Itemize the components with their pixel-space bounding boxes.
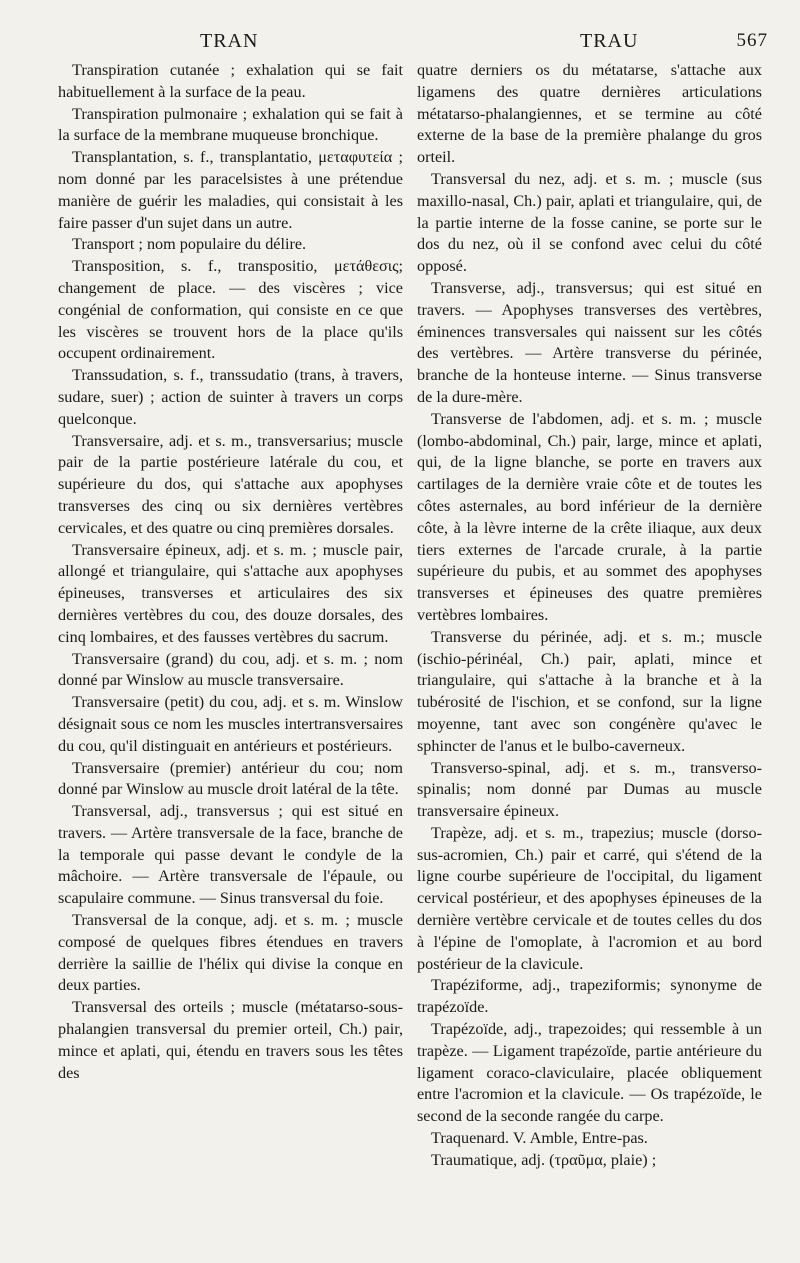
entry-continuation: quatre derniers os du métatarse, s'attache aux ligamens des quatre dernières articulations métatarso-phalangiennes, et se termine au côté externe de la base de la première phalange du gros orteil. — [417, 61, 762, 167]
entry: Transverse du périnée, adj. et s. m.; muscle (ischio-périnéal, Ch.) pair, aplati, mince et triangulaire, qui s'attache à la branche et à la tubérosité de l'ischion, et se confond, sur la ligne moyenne, tant avec son congénère qu'avec le sphincter de l'anus et le bulbo-caverneux. — [417, 627, 762, 755]
entry: Transversal du nez, adj. et s. m. ; muscle (sus maxillo-nasal, Ch.) pair, aplati et triangulaire, qui, de la partie interne de la fosse canine, se porte sur le dos du nez, où il se confond avec celui du côté opposé. — [417, 169, 762, 276]
entry: Transverso-spinal, adj. et s. m., transverso-spinalis; nom donné par Dumas au muscle transversaire épineux. — [417, 758, 762, 821]
entry: Trapèze, adj. et s. m., trapezius; muscle (dorso-sus-acromien, Ch.) pair et carré, qui s'étend de la ligne courbe supérieure de l'occipital, du ligament cervical postérieur, et des apophyses épineuses de la dernière vertèbre cervicale et de toutes celles du dos à l'épine de l'omoplate, à l'acromion et au bord postérieur de la clavicule. — [417, 823, 762, 973]
entry: Transposition, s. f., transpositio, μετάθεσις; changement de place. — des viscères ; vice congénial de conformation, qui consiste en ce que les viscères se trouvent hors de la place qu'ils occupent ordinairement. — [58, 257, 403, 363]
entry: Trapéziforme, adj., trapeziformis; synonyme de trapézoïde. — [417, 976, 762, 1017]
entry: Trapézoïde, adj., trapezoides; qui ressemble à un trapèze. — Ligament trapézoïde, partie antérieure du ligament coraco-claviculaire, placée obliquement entre l'acromion et la clavicule. — Os trapézoïde, le second de la seconde rangée du carpe. — [417, 1020, 762, 1126]
entry: Transport ; nom populaire du délire. — [72, 235, 307, 254]
left-column — [58, 60, 403, 1250]
entry: Transversal des orteils ; muscle (métatarso-sous-phalangien transversal du premier orteil, Ch.) pair, mince et aplati, qui, étendu en travers sous les têtes des — [58, 998, 403, 1082]
right-column — [417, 60, 762, 1250]
entry: Transversaire épineux, adj. et s. m. ; muscle pair, allongé et triangulaire, qui s'attache aux apophyses épineuses, transverses et articulaires des six dernières vertèbres du cou, des douze dorsales, des cinq lombaires, et des fausses vertèbres du sacrum. — [58, 540, 403, 646]
entry: Transplantation, s. f., transplantatio, μεταφυτεία ; nom donné par les paracelsistes à une prétendue manière de guérir les maladies, qui consistait à les faire passer d'un sujet dans un autre. — [58, 148, 403, 232]
entry: Transversal, adj., transversus ; qui est situé en travers. — Artère transversale de la face, branche de la temporale qui passe devant le condyle de la mâchoire. — Artère transversale de l'épaule, ou scapulaire commune. — Sinus transversal du foie. — [58, 802, 403, 908]
entry: Transsudation, s. f., transsudatio (trans, à travers, sudare, suer) ; action de suinter à travers un corps quelconque. — [58, 366, 403, 428]
entry: Traumatique, adj. (τραῦμα, plaie) ; — [431, 1150, 657, 1169]
entry: Transversal de la conque, adj. et s. m. ; muscle composé de quelques fibres étendues en travers derrière la saillie de l'hélix qui divise la conque en deux parties. — [58, 911, 403, 995]
page-number: 567 — [736, 30, 768, 51]
entry: Transversaire (premier) antérieur du cou; nom donné par Winslow au muscle droit latéral de la tête. — [58, 758, 403, 799]
running-header — [60, 30, 768, 56]
entry: Transpiration cutanée ; exhalation qui se fait habituellement à la surface de la peau. — [58, 61, 403, 101]
entry: Transversaire (grand) du cou, adj. et s. m. ; nom donné par Winslow au muscle transversaire. — [58, 649, 403, 690]
entry: Transverse, adj., transversus; qui est situé en travers. — Apophyses transverses des vertèbres, éminences transversales qui naissent sur les côtés des vertèbres. — Artère transverse du périnée, branche de la honteuse interne. — Sinus transverse de la dure-mère. — [417, 278, 762, 406]
entry: Transversaire, adj. et s. m., transversarius; muscle pair de la partie postérieure latérale du cou, et supérieure du dos, qui s'attache aux apophyses transverses des cinq ou six dernières vertèbres cervicales, et des quatre ou cinq premières dorsales. — [58, 431, 403, 537]
entry: Transversaire (petit) du cou, adj. et s. m. Winslow désignait sous ce nom les muscles intertransversaires du cou, qu'il distinguait en antérieurs et postérieurs. — [58, 693, 403, 755]
left-guide-word: TRAN — [200, 30, 259, 52]
right-guide-word: TRAU — [580, 30, 639, 52]
entry: Transverse de l'abdomen, adj. et s. m. ; muscle (lombo-abdominal, Ch.) pair, large, mince et aplati, qui, de la ligne blanche, se porte en travers aux cartilages de la dernière vraie côte et de toutes les côtes asternales, au bord inférieur de la dernière côte, à la lèvre interne de la crête iliaque, aux deux tiers externes de l'arcade crurale, à la partie supérieure du pubis, et au sommet des apophyses transverses et épineuses des quatre premières vertèbres lombaires. — [417, 409, 762, 624]
entry: Traquenard. V. Amble, Entre-pas. — [431, 1129, 648, 1148]
entry: Transpiration pulmonaire ; exhalation qui se fait à la surface de la membrane muqueuse bronchique. — [58, 104, 403, 145]
